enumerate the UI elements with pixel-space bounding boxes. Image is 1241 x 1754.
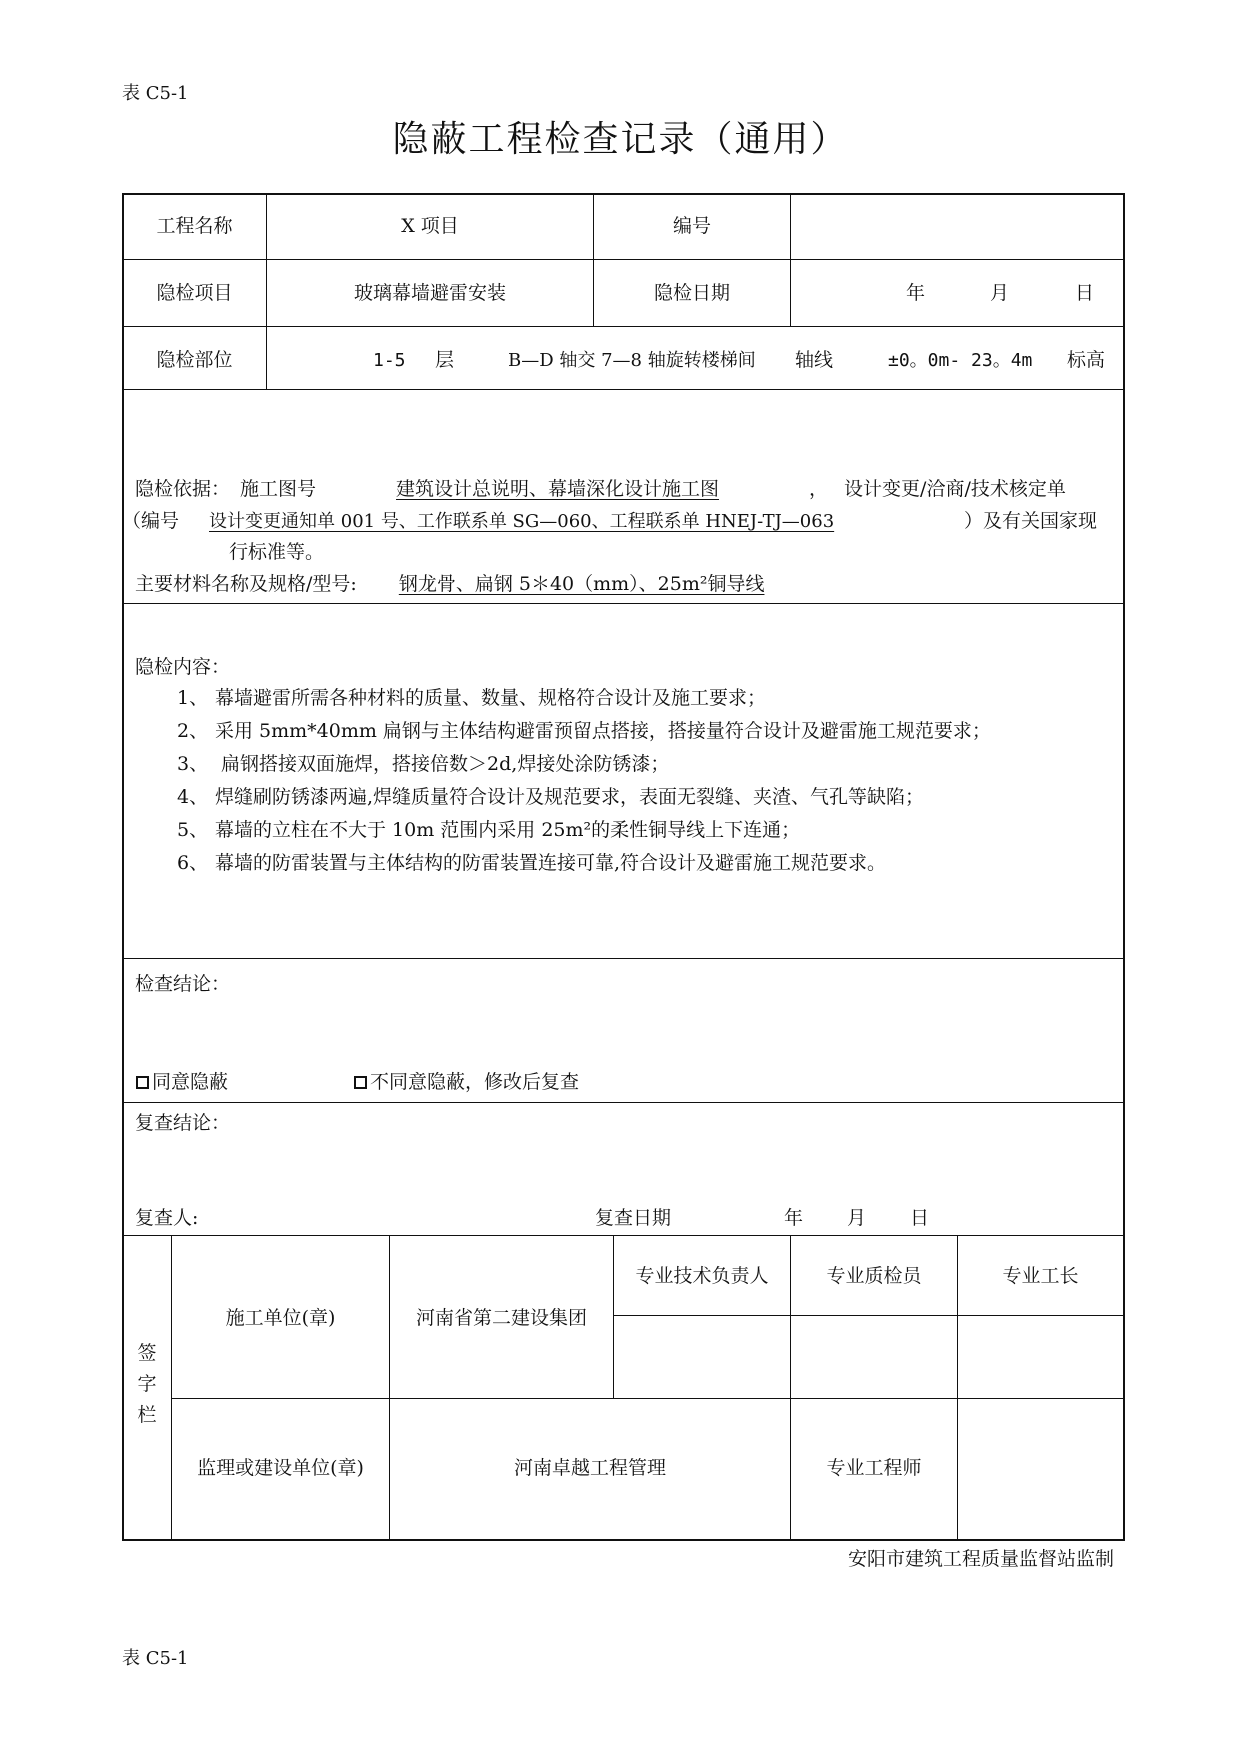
location-axis-unit: 轴线 xyxy=(795,349,834,371)
engineer-label: 专业工程师 xyxy=(826,1457,922,1479)
basis-prefix: 隐检依据： xyxy=(135,478,231,500)
recheck-date-month: 月 xyxy=(847,1207,867,1229)
checkbox-icon xyxy=(136,1076,149,1089)
material-label: 主要材料名称及规格/型号: xyxy=(135,573,357,595)
basis-number-value: 设计变更通知单 001 号、工作联系单 SG—060、工程联系单 HNEJ-TJ—063 xyxy=(209,511,835,532)
supervision-unit-label: 监理或建设单位(章) xyxy=(197,1457,364,1479)
location-elevation-unit: 标高 xyxy=(1067,349,1106,371)
foreman-label: 专业工长 xyxy=(1002,1265,1079,1287)
basis-change-label: 设计变更/洽商/技术核定单 xyxy=(844,478,1066,500)
recheck-date-year: 年 xyxy=(784,1207,804,1229)
location-floor-unit: 层 xyxy=(435,349,455,371)
inspection-date-day: 日 xyxy=(1075,282,1095,304)
recheck-date-day: 日 xyxy=(910,1207,930,1229)
recheck-person-label: 复查人: xyxy=(135,1207,199,1229)
inspection-item-label: 隐检项目 xyxy=(156,282,233,304)
basis-drawing-value: 建筑设计总说明、幕墙深化设计施工图 xyxy=(396,478,720,500)
number-label: 编号 xyxy=(672,215,711,237)
issuer-note: 安阳市建筑工程质量监督站监制 xyxy=(848,1548,1115,1570)
recheck-label: 复查结论： xyxy=(135,1112,231,1134)
inspection-date-year: 年 xyxy=(906,282,926,304)
list-item: 2、 采用 5mm*40mm 扁钢与主体结构避雷预留点搭接，搭接量符合设计及避雷施工规范要求； xyxy=(177,720,991,742)
construction-unit-value: 河南省第二建设集团 xyxy=(415,1307,587,1329)
basis-number-open: （编号 xyxy=(122,510,180,532)
basis-drawing-label: 施工图号 xyxy=(240,478,317,500)
inspection-location-label: 隐检部位 xyxy=(156,349,233,371)
agree-checkbox[interactable]: 同意隐蔽 xyxy=(136,1070,228,1094)
project-name-label: 工程名称 xyxy=(156,215,233,237)
project-name-value: X 项目 xyxy=(401,215,459,237)
supervision-unit-value: 河南卓越工程管理 xyxy=(513,1457,666,1479)
inspection-item-value: 玻璃幕墙避雷安装 xyxy=(353,282,506,304)
content-label: 隐检内容： xyxy=(135,656,231,678)
list-item: 5、 幕墙的立柱在不大于 10m 范围内采用 25m²的柔性铜导线上下连通； xyxy=(177,819,801,841)
location-elevation: ±0。0m- 23。4m xyxy=(888,350,1033,371)
list-item: 1、 幕墙避雷所需各种材料的质量、数量、规格符合设计及施工要求； xyxy=(177,687,767,709)
tech-lead-label: 专业技术负责人 xyxy=(635,1265,769,1287)
location-floor: 1-5 xyxy=(373,350,406,371)
form-code-bottom: 表 C5-1 xyxy=(122,1648,189,1669)
list-item: 6、 幕墙的防雷装置与主体结构的防雷装置连接可靠,符合设计及避雷施工规范要求。 xyxy=(177,852,887,874)
basis-tail2: 行标准等。 xyxy=(229,541,325,563)
quality-inspector-label: 专业质检员 xyxy=(826,1265,922,1287)
inspection-date-month: 月 xyxy=(990,282,1010,304)
signature-side-label: 签 字 栏 xyxy=(137,1342,157,1426)
basis-comma: ， xyxy=(809,478,829,500)
page-title: 隐蔽工程检查记录（通用） xyxy=(392,119,849,160)
conclusion-label: 检查结论： xyxy=(135,973,231,995)
list-item: 3、 扁钢搭接双面施焊，搭接倍数＞2d,焊接处涂防锈漆； xyxy=(177,753,670,775)
material-value: 钢龙骨、扁钢 5＊40（mm）、25m²铜导线 xyxy=(398,573,765,595)
checkbox-icon xyxy=(354,1076,367,1089)
basis-tail: ）及有关国家现 xyxy=(964,510,1098,532)
disagree-checkbox[interactable]: 不同意隐蔽，修改后复查 xyxy=(354,1070,579,1094)
inspection-date-label: 隐检日期 xyxy=(653,282,730,304)
location-axis: B—D 轴交 7—8 轴旋转楼梯间 xyxy=(508,350,756,371)
list-item: 4、 焊缝刷防锈漆两遍,焊缝质量符合设计及规范要求，表面无裂缝、夹渣、气孔等缺陷； xyxy=(177,786,925,808)
construction-unit-label: 施工单位(章) xyxy=(225,1307,336,1329)
recheck-date-label: 复查日期 xyxy=(595,1207,672,1229)
form-code: 表 C5-1 xyxy=(122,83,189,104)
